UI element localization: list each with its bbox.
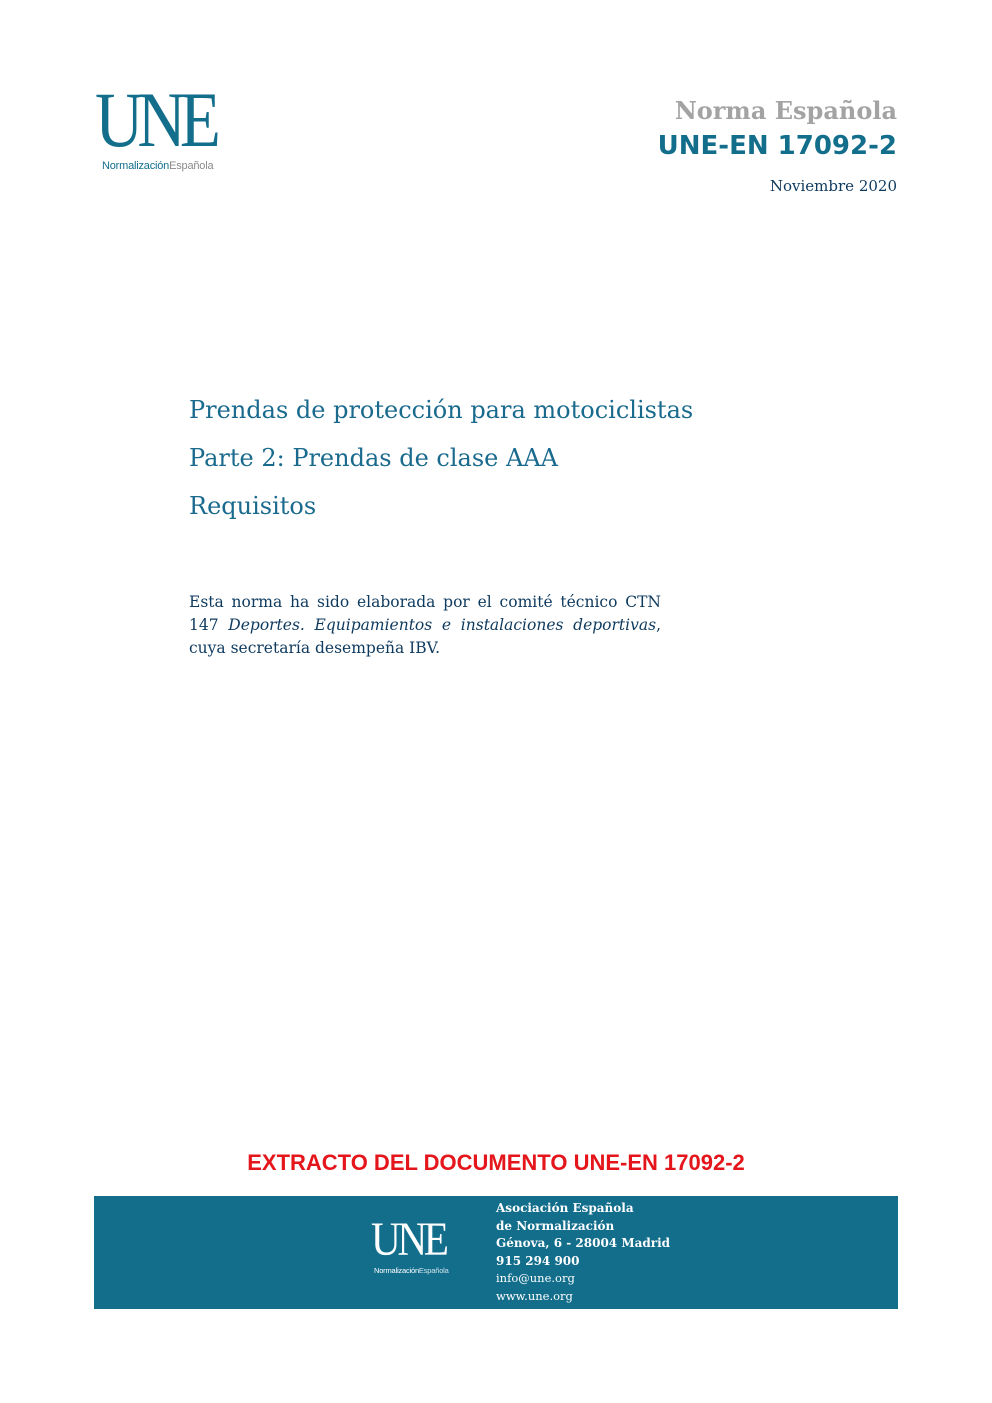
footer-une-logo-subtitle: [374, 1266, 449, 1275]
footer-band: [94, 1196, 898, 1309]
title-line-2: Parte 2: Prendas de clase AAA: [189, 444, 558, 472]
une-logo-mark: UNE: [95, 76, 215, 163]
standard-date: Noviembre 2020: [769, 177, 897, 195]
document-title: [189, 386, 693, 530]
standard-code: UNE-EN 17092-2: [657, 131, 897, 161]
footer-org-line-1: Asociación Española: [496, 1201, 634, 1215]
standard-header: [658, 94, 897, 195]
footer-address-block: [496, 1200, 670, 1305]
footer-une-logo: [371, 1213, 481, 1280]
footer-street-address: Génova, 6 - 28004 Madrid: [496, 1236, 671, 1250]
footer-email-link[interactable]: info@une.org: [496, 1271, 575, 1285]
committee-name: Deportes. Equipamientos e instalaciones deportivas: [228, 616, 657, 634]
footer-phone: 915 294 900: [496, 1253, 580, 1268]
footer-website-link[interactable]: www.une.org: [496, 1288, 573, 1303]
une-logo-sub-right: Española: [169, 160, 214, 172]
footer-une-logo-mark: UNE: [371, 1213, 446, 1266]
committee-statement: [189, 591, 661, 660]
footer-org-line-2: de Normalización: [496, 1218, 615, 1233]
une-logo-subtitle: [102, 160, 213, 172]
footer-logo-sub-right: Española: [418, 1266, 449, 1275]
title-line-3: Requisitos: [189, 492, 317, 520]
committee-text-start: Esta norma ha sido elaborada por el comité técnico CTN 147: [189, 593, 661, 634]
une-logo: [95, 76, 245, 178]
footer-logo-sub-left: Normalización: [374, 1266, 419, 1275]
committee-text-end: , cuya secretaría desempeña IBV.: [189, 616, 661, 657]
une-logo-sub-left: Normalización: [102, 160, 170, 172]
title-line-1: Prendas de protección para motociclistas: [189, 396, 694, 424]
standard-label: Norma Española: [674, 96, 897, 125]
extract-title: EXTRACTO DEL DOCUMENTO UNE-EN 17092-2: [247, 1150, 745, 1175]
